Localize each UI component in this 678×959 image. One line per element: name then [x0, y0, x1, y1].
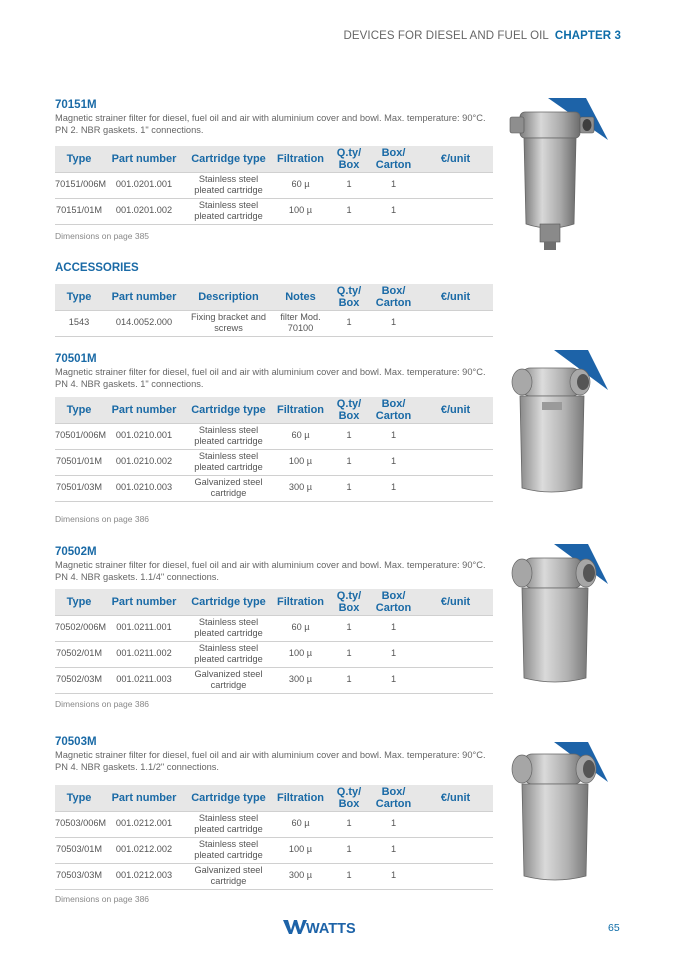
product-70501M [55, 353, 495, 524]
table-row [55, 198, 493, 224]
cell-part: 001.0212.001 [103, 811, 185, 837]
cell-cartridge: Stainless steel pleated cartridge [185, 641, 272, 667]
accessories-section [55, 262, 495, 333]
col-header: Filtration [272, 785, 329, 811]
col-header: Type [55, 589, 103, 615]
cell-carton: 1 [369, 475, 418, 501]
col-header: Q.ty/ Box [329, 146, 369, 172]
product-table [55, 785, 493, 890]
cell-price [418, 667, 493, 693]
product-photo-70151M [508, 98, 608, 256]
product-code: 70501M [55, 353, 97, 365]
cell-qty: 1 [329, 449, 369, 475]
col-header: Cartridge type [185, 785, 272, 811]
col-header: Part number [103, 146, 185, 172]
cell-type: 70151/006M [55, 172, 103, 198]
col-header: Part number [103, 284, 185, 310]
cell-qty: 1 [329, 423, 369, 449]
dimensions-note: Dimensions on page 386 [55, 514, 150, 524]
cell-filtration: 100 µ [272, 449, 329, 475]
col-header: Filtration [272, 146, 329, 172]
cell-price [418, 475, 493, 501]
cell-type: 70503/01M [55, 837, 103, 863]
cell-part: 014.0052.000 [103, 310, 185, 336]
cell-qty: 1 [329, 475, 369, 501]
cell-type: 70151/01M [55, 198, 103, 224]
dimensions-note: Dimensions on page 385 [55, 231, 150, 241]
cell-carton: 1 [369, 811, 418, 837]
cell-carton: 1 [369, 310, 418, 336]
cell-part: 001.0211.003 [103, 667, 185, 693]
product-70502M [55, 546, 495, 709]
cell-filtration: 100 µ [272, 641, 329, 667]
cell-filtration: 100 µ [272, 198, 329, 224]
cell-price [418, 172, 493, 198]
product-description: Magnetic strainer filter for diesel, fuel oil and air with aluminium cover and bowl. Max. temperature: 90°C. PN 2. NBR gaskets. 1" connections. [55, 113, 486, 135]
cell-carton: 1 [369, 172, 418, 198]
col-header: €/unit [418, 589, 493, 615]
cell-filtration: 300 µ [272, 475, 329, 501]
col-header: Part number [103, 589, 185, 615]
product-photo-70501M [506, 350, 608, 500]
cell-carton: 1 [369, 641, 418, 667]
cell-filtration: 60 µ [272, 615, 329, 641]
cell-filtration: 60 µ [272, 172, 329, 198]
cell-filtration: 100 µ [272, 837, 329, 863]
watts-logo [283, 918, 367, 936]
cell-carton: 1 [369, 667, 418, 693]
cell-cartridge: Stainless steel pleated cartridge [185, 449, 272, 475]
cell-price [418, 615, 493, 641]
cell-part: 001.0201.001 [103, 172, 185, 198]
dimensions-note: Dimensions on page 386 [55, 699, 150, 709]
cell-part: 001.0211.002 [103, 641, 185, 667]
col-header: Notes [272, 284, 329, 310]
cell-part: 001.0210.001 [103, 423, 185, 449]
cell-carton: 1 [369, 837, 418, 863]
table-row [55, 449, 493, 475]
cell-type: 70501/006M [55, 423, 103, 449]
cell-qty: 1 [329, 811, 369, 837]
product-table [55, 397, 493, 502]
cell-cartridge: Stainless steel pleated cartridge [185, 198, 272, 224]
cell-cartridge: Stainless steel pleated cartridge [185, 172, 272, 198]
col-header: Cartridge type [185, 397, 272, 423]
table-row [55, 310, 493, 336]
col-header: Type [55, 284, 103, 310]
col-header: Box/ Carton [369, 589, 418, 615]
section-title: DEVICES FOR DIESEL AND FUEL OIL [343, 30, 549, 42]
table-row [55, 863, 493, 889]
cell-carton: 1 [369, 863, 418, 889]
cell-qty: 1 [329, 310, 369, 336]
col-header: Part number [103, 397, 185, 423]
cell-type: 70502/03M [55, 667, 103, 693]
page-number: 65 [608, 922, 620, 934]
cell-part: 001.0210.002 [103, 449, 185, 475]
product-code: 70503M [55, 736, 97, 748]
cell-qty: 1 [329, 198, 369, 224]
col-header: €/unit [418, 785, 493, 811]
table-row [55, 641, 493, 667]
product-table [55, 589, 493, 694]
cell-price [418, 811, 493, 837]
product-code: 70151M [55, 99, 97, 111]
cell-type: 1543 [55, 310, 103, 336]
col-header: Description [185, 284, 272, 310]
cell-cartridge: Stainless steel pleated cartridge [185, 837, 272, 863]
cell-type: 70503/006M [55, 811, 103, 837]
product-description: Magnetic strainer filter for diesel, fuel oil and air with aluminium cover and bowl. Max. temperature: 90°C. PN 4. NBR gaskets. 1.1/4" connections. [55, 560, 486, 582]
product-photo-70502M [508, 544, 608, 694]
col-header: Q.ty/ Box [329, 397, 369, 423]
cell-part: 001.0212.002 [103, 837, 185, 863]
cell-price [418, 449, 493, 475]
cell-cartridge: Galvanized steel cartridge [185, 475, 272, 501]
cell-type: 70502/006M [55, 615, 103, 641]
logo-text: WATTS [306, 921, 356, 936]
col-header: Box/ Carton [369, 397, 418, 423]
product-70151M [55, 99, 495, 241]
col-header: Filtration [272, 397, 329, 423]
cell-price [418, 198, 493, 224]
cell-part: 001.0210.003 [103, 475, 185, 501]
cell-price [418, 837, 493, 863]
cell-qty: 1 [329, 837, 369, 863]
cell-qty: 1 [329, 863, 369, 889]
cell-qty: 1 [329, 641, 369, 667]
product-description: Magnetic strainer filter for diesel, fuel oil and air with aluminium cover and bowl. Max. temperature: 90°C. PN 4. NBR gaskets. 1" connections. [55, 367, 486, 389]
cell-part: 001.0201.002 [103, 198, 185, 224]
table-row [55, 667, 493, 693]
cell-filtration: 60 µ [272, 423, 329, 449]
col-header: Filtration [272, 589, 329, 615]
cell-notes: filter Mod. 70100 [272, 310, 329, 336]
table-row [55, 475, 493, 501]
cell-carton: 1 [369, 615, 418, 641]
col-header: Type [55, 146, 103, 172]
col-header: Part number [103, 785, 185, 811]
table-row [55, 615, 493, 641]
cell-cartridge: Galvanized steel cartridge [185, 667, 272, 693]
col-header: Type [55, 397, 103, 423]
accessories-title: ACCESSORIES [55, 262, 139, 274]
col-header: €/unit [418, 397, 493, 423]
col-header: Box/ Carton [369, 284, 418, 310]
cell-cartridge: Stainless steel pleated cartridge [185, 615, 272, 641]
cell-price [418, 641, 493, 667]
cell-price [418, 423, 493, 449]
cell-part: 001.0211.001 [103, 615, 185, 641]
col-header: Q.ty/ Box [329, 785, 369, 811]
cell-cartridge: Galvanized steel cartridge [185, 863, 272, 889]
table-row [55, 811, 493, 837]
cell-filtration: 300 µ [272, 667, 329, 693]
chapter-label: CHAPTER 3 [554, 30, 621, 42]
col-header: Q.ty/ Box [329, 589, 369, 615]
dimensions-note: Dimensions on page 386 [55, 894, 150, 904]
table-row [55, 837, 493, 863]
cell-type: 70503/03M [55, 863, 103, 889]
cell-description: Fixing bracket and screws [185, 310, 272, 336]
col-header: Cartridge type [185, 589, 272, 615]
col-header: Q.ty/ Box [329, 284, 369, 310]
product-table [55, 146, 493, 225]
cell-qty: 1 [329, 615, 369, 641]
product-code: 70502M [55, 546, 97, 558]
cell-filtration: 300 µ [272, 863, 329, 889]
cell-part: 001.0212.003 [103, 863, 185, 889]
cell-carton: 1 [369, 198, 418, 224]
cell-price [418, 863, 493, 889]
product-70503M [55, 736, 495, 904]
col-header: Box/ Carton [369, 146, 418, 172]
col-header: Box/ Carton [369, 785, 418, 811]
cell-qty: 1 [329, 667, 369, 693]
table-row [55, 172, 493, 198]
cell-carton: 1 [369, 449, 418, 475]
accessories-table [55, 284, 493, 337]
running-header [343, 30, 621, 42]
cell-price [418, 310, 493, 336]
cell-carton: 1 [369, 423, 418, 449]
product-photo-70503M [508, 742, 608, 890]
cell-type: 70501/03M [55, 475, 103, 501]
cell-cartridge: Stainless steel pleated cartridge [185, 423, 272, 449]
cell-type: 70501/01M [55, 449, 103, 475]
col-header: €/unit [418, 146, 493, 172]
cell-cartridge: Stainless steel pleated cartridge [185, 811, 272, 837]
product-description: Magnetic strainer filter for diesel, fuel oil and air with aluminium cover and bowl. Max. temperature: 90°C. PN 4. NBR gaskets. 1.1/2" connections. [55, 750, 486, 772]
col-header: €/unit [418, 284, 493, 310]
col-header: Cartridge type [185, 146, 272, 172]
cell-filtration: 60 µ [272, 811, 329, 837]
cell-type: 70502/01M [55, 641, 103, 667]
table-row [55, 423, 493, 449]
col-header: Type [55, 785, 103, 811]
cell-qty: 1 [329, 172, 369, 198]
